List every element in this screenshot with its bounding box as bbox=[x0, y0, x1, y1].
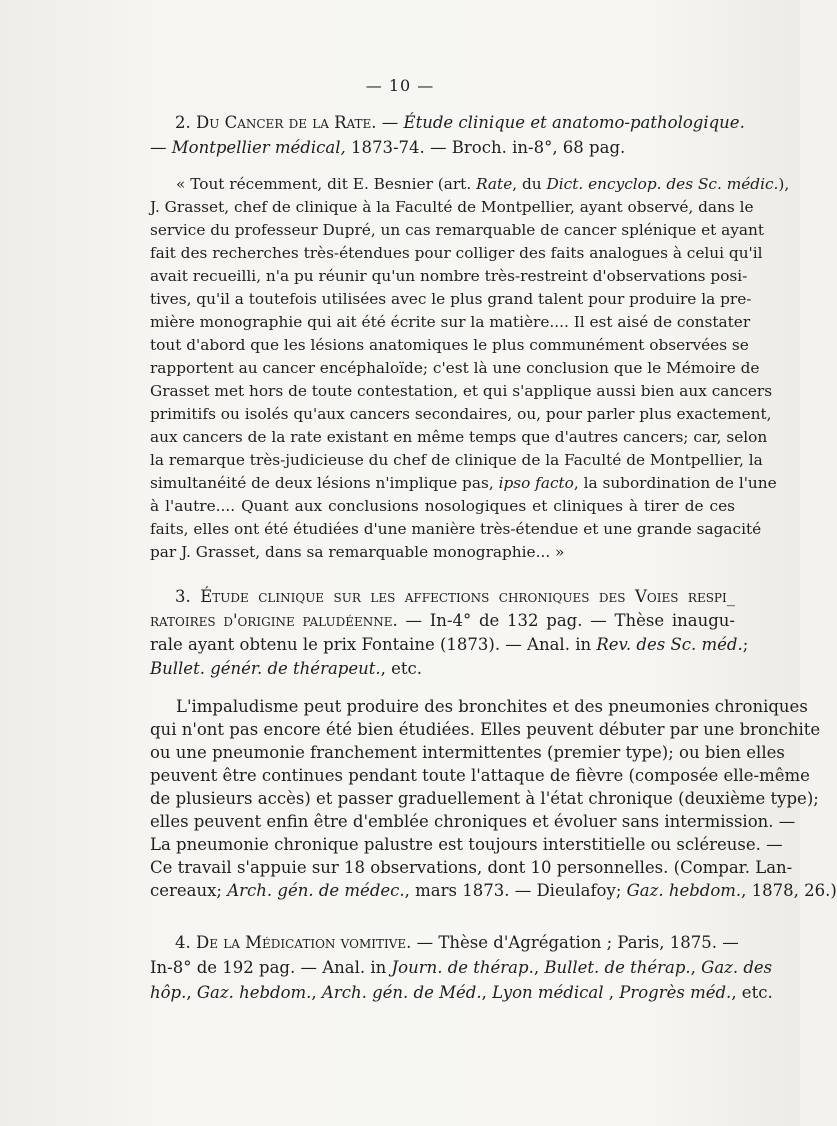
entry-4-heading: 4. De la Médication vomitive. — Thèse d'Agrégation ; Paris, 1875. — bbox=[175, 933, 739, 952]
page-number: — 10 — bbox=[365, 76, 435, 95]
quote-line: mière monographie qui ait été écrite sur la matière.... Il est aisé de constater bbox=[150, 313, 751, 331]
entry-3-heading: 3. Étude clinique sur les affections chroniques des Voies respi_ bbox=[175, 587, 735, 606]
quote-line: J. Grasset, chef de clinique à la Faculté de Montpellier, ayant observé, dans le bbox=[150, 198, 754, 216]
quote-line: simultanéité de deux lésions n'implique pas, ipso facto, la subordination de l'une bbox=[150, 474, 777, 492]
quote-line: la remarque très-judicieuse du chef de clinique de la Faculté de Montpellier, la bbox=[150, 451, 763, 469]
quote-line: tives, qu'il a toutefois utilisées avec le plus grand talent pour produire la pre- bbox=[150, 290, 752, 308]
summary-line: peuvent être continues pendant toute l'attaque de fièvre (composée elle-même bbox=[150, 766, 810, 785]
quote-line: aux cancers de la rate existant en même temps que d'autres cancers; car, selon bbox=[150, 428, 768, 446]
entry-4-analysis: In-8° de 192 pag. — Anal. in Journ. de thérap., Bullet. de thérap., Gaz. des bbox=[150, 958, 773, 977]
quote-line: rapportent au cancer encéphaloïde; c'est là une conclusion que le Mémoire de bbox=[150, 359, 760, 377]
summary-line: de plusieurs accès) et passer graduellement à l'état chronique (deuxième type); bbox=[150, 789, 819, 808]
entry-3-analysis: rale ayant obtenu le prix Fontaine (1873). — Anal. in Rev. des Sc. méd.; bbox=[150, 635, 749, 654]
quote-line: « Tout récemment, dit E. Besnier (art. Rate, du Dict. encyclop. des Sc. médic.), bbox=[176, 175, 790, 193]
quote-line: à l'autre.... Quant aux conclusions nosologiques et cliniques à tirer de ces bbox=[150, 497, 735, 515]
summary-line: ou une pneumonie franchement intermittentes (premier type); ou bien elles bbox=[150, 743, 785, 762]
quote-line: fait des recherches très-étendues pour colliger des faits analogues à celui qu'il bbox=[150, 244, 763, 262]
quote-line: service du professeur Dupré, un cas remarquable de cancer splénique et ayant bbox=[150, 221, 765, 239]
entry-2-publication: — Montpellier médical, 1873-74. — Broch. in-8°, 68 pag. bbox=[150, 138, 626, 157]
entry-2-heading: 2. Du Cancer de la Rate. — Étude clinique et anatomo-pathologique. bbox=[175, 113, 745, 132]
entry-3-heading-cont: ratoires d'origine paludéenne. — In-4° de 132 pag. — Thèse inaugu- bbox=[150, 611, 735, 630]
quote-line: par J. Grasset, dans sa remarquable monographie... » bbox=[150, 543, 565, 561]
summary-line: cereaux; Arch. gén. de médec., mars 1873. — Dieulafoy; Gaz. hebdom., 1878, 26.) bbox=[150, 881, 837, 900]
summary-line: La pneumonie chronique palustre est toujours interstitielle ou scléreuse. — bbox=[150, 835, 783, 854]
summary-line: L'impaludisme peut produire des bronchites et des pneumonies chroniques bbox=[176, 697, 808, 716]
entry-4-analysis-cont: hôp., Gaz. hebdom., Arch. gén. de Méd., Lyon médical , Progrès méd., etc. bbox=[150, 983, 773, 1002]
summary-line: Ce travail s'appuie sur 18 observations, dont 10 personnelles. (Compar. Lan- bbox=[150, 858, 793, 877]
quote-line: primitifs ou isolés qu'aux cancers secondaires, ou, pour parler plus exactement, bbox=[150, 405, 772, 423]
summary-line: elles peuvent enfin être d'emblée chroniques et évoluer sans intermission. — bbox=[150, 812, 796, 831]
summary-line: qui n'ont pas encore été bien étudiées. Elles peuvent débuter par une bronchite bbox=[150, 720, 821, 739]
quote-line: avait recueilli, n'a pu réunir qu'un nombre très-restreint d'observations posi- bbox=[150, 267, 748, 285]
entry-3-analysis-cont: Bullet. génér. de thérapeut., etc. bbox=[150, 659, 422, 678]
quote-line: tout d'abord que les lésions anatomiques le plus communément observées se bbox=[150, 336, 749, 354]
quote-line: Grasset met hors de toute contestation, et qui s'applique aussi bien aux cancers bbox=[150, 382, 773, 400]
quote-line: faits, elles ont été étudiées d'une manière très-étendue et une grande sagacité bbox=[150, 520, 762, 538]
